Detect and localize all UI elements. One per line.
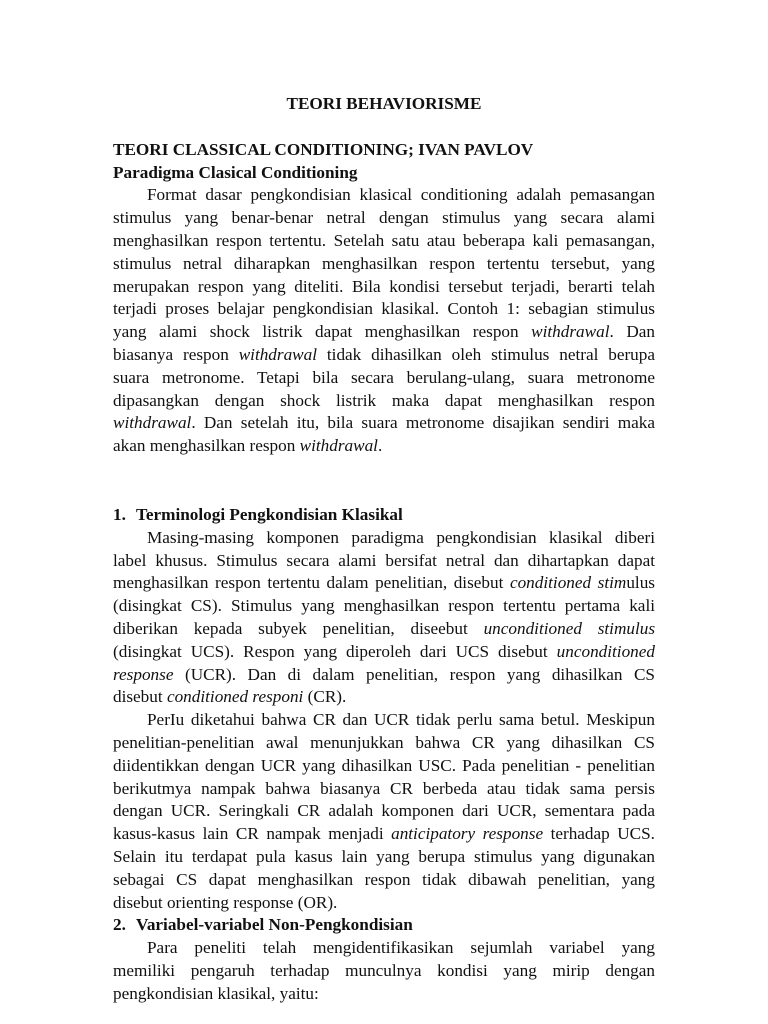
text-run: (disingkat UCS). Respon yang diperoleh dari UCS disebut	[113, 641, 557, 661]
text-line	[113, 572, 655, 595]
italic-term: withdrawal	[113, 413, 192, 433]
subsection-title: Paradigma Clasical Conditioning	[113, 162, 358, 182]
italic-term: withdrawal	[299, 436, 378, 456]
text-run: terhadap UCS.	[543, 824, 655, 844]
paragraph-para-peneliti	[113, 937, 655, 1005]
text-line: sebagai CS dapat menghasilkan respon tidak dibawah penelitian, yang	[113, 869, 655, 889]
italic-term: unconditioned	[556, 641, 655, 661]
text-line: Masing-masing komponen paradigma pengkondisian klasikal diberi	[147, 527, 655, 547]
text-run: ulus	[626, 573, 655, 593]
text-line: dipasangkan dengan shock listrik maka dapat menghasilkan respon	[113, 390, 655, 410]
text-line	[113, 618, 655, 641]
italic-term: conditioned stim	[509, 573, 627, 593]
text-run: kasus-kasus lain CR nampak menjadi	[113, 824, 392, 844]
italic-term: response	[113, 664, 174, 684]
document-body	[113, 93, 655, 1005]
italic-term: unconditioned stimulus	[483, 618, 656, 638]
text-line: PerIu diketahui bahwa CR dan UCR tidak perlu sama betul. Meskipun	[147, 710, 655, 730]
text-run: akan menghasilkan respon	[113, 436, 300, 456]
text-line: berikutmya nampak bahwa biasanya CR berbeda atau tidak sama persis	[113, 778, 655, 798]
numbered-heading-1	[113, 504, 655, 527]
text-run: diberikan kepada subyek penelitian, diseebut	[113, 618, 484, 638]
text-run: menghasilkan respon tertentu dalam penelitian, disebut	[113, 573, 510, 593]
italic-term: withdrawal	[238, 344, 318, 364]
text-line: menghasilkan respon tertentu. Setelah satu atau beberapa kali pemasangan,	[113, 230, 655, 250]
numbered-heading-2	[113, 914, 655, 937]
heading-text: Variabel-variabel Non-Pengkondisian	[136, 915, 413, 935]
text-run: disebut	[113, 687, 167, 707]
text-line	[113, 344, 655, 367]
text-run: . Dan	[609, 322, 655, 342]
text-line: pengkondisian klasikal, yaitu:	[113, 983, 319, 1003]
page-title: TEORI BEHAVIORISME	[286, 94, 482, 113]
paragraph-terminologi	[113, 527, 655, 709]
text-run: yang alami shock listrik dapat menghasilkan respon	[113, 322, 532, 342]
text-line: dengan UCR. Seringkali CR adalah komponen dari UCR, sementara pada	[113, 801, 655, 821]
text-line	[113, 435, 655, 458]
text-line	[113, 664, 655, 687]
text-line	[113, 641, 655, 664]
text-line: label khusus. Stimulus secara alami bersifat netral dan dihartapkan dapat	[113, 550, 655, 570]
text-line: penelitian-penelitian awal menunjukkan bahwa CR yang dihasilkan CS	[113, 732, 655, 752]
section-title: TEORI CLASSICAL CONDITIONING; IVAN PAVLOV	[113, 139, 534, 159]
italic-term: withdrawal	[531, 322, 610, 342]
text-run: tidak dihasilkan oleh stimulus netral berupa	[317, 344, 655, 364]
text-line	[113, 823, 655, 846]
text-line: (disingkat CS). Stimulus yang menghasilkan respon tertentu pertama kali	[113, 596, 655, 616]
text-line: Format dasar pengkondisian klasical conditioning adalah pemasangan	[147, 185, 655, 205]
text-run: (CR).	[303, 687, 347, 707]
paragraph-format-dasar	[113, 184, 655, 458]
text-line: Selain itu terdapat pula kasus lain yang berupa stimulus yang digunakan	[113, 846, 655, 866]
italic-term: anticipatory response	[391, 824, 544, 844]
text-line: terjadi proses belajar pengkondisian klasikal. Contoh 1: sebagian stimulus	[113, 299, 655, 319]
text-line: memiliki pengaruh terhadap munculnya kondisi yang mirip dengan	[113, 960, 655, 980]
text-run: . Dan setelah itu, bila suara metronome disajikan sendiri maka	[191, 413, 655, 433]
text-line: merupakan respon yang diteliti. Bila kondisi tersebut terjadi, berarti telah	[113, 276, 655, 296]
text-line	[113, 321, 655, 344]
heading-text: Terminologi Pengkondisian Klasikal	[136, 504, 403, 524]
text-line	[113, 686, 655, 709]
paragraph-perlu-diketahui	[113, 709, 655, 914]
text-line: suara metronome. Tetapi bila secara berulang-ulang, suara metronome	[113, 367, 655, 387]
italic-term: conditioned responi	[166, 687, 304, 707]
heading-number: 2.	[113, 915, 126, 935]
spacer	[113, 458, 655, 504]
text-run: biasanya respon	[113, 344, 239, 364]
text-line: disebut orienting response (OR).	[113, 892, 338, 912]
heading-number: 1.	[113, 504, 126, 524]
text-run: .	[377, 436, 383, 456]
text-line: Para peneliti telah mengidentifikasikan sejumlah variabel yang	[147, 938, 655, 958]
text-line	[113, 412, 655, 435]
text-line: diidentikkan dengan UCR yang dihasilkan USC. Pada penelitian - penelitian	[113, 755, 655, 775]
text-run: (UCR). Dan di dalam penelitian, respon yang dihasilkan CS	[173, 664, 655, 684]
text-line: stimulus netral diharapkan menghasilkan respon tertentu tersebut, yang	[113, 253, 655, 273]
text-line: stimulus yang benar-benar netral dengan stimulus yang secara alami	[113, 208, 655, 228]
